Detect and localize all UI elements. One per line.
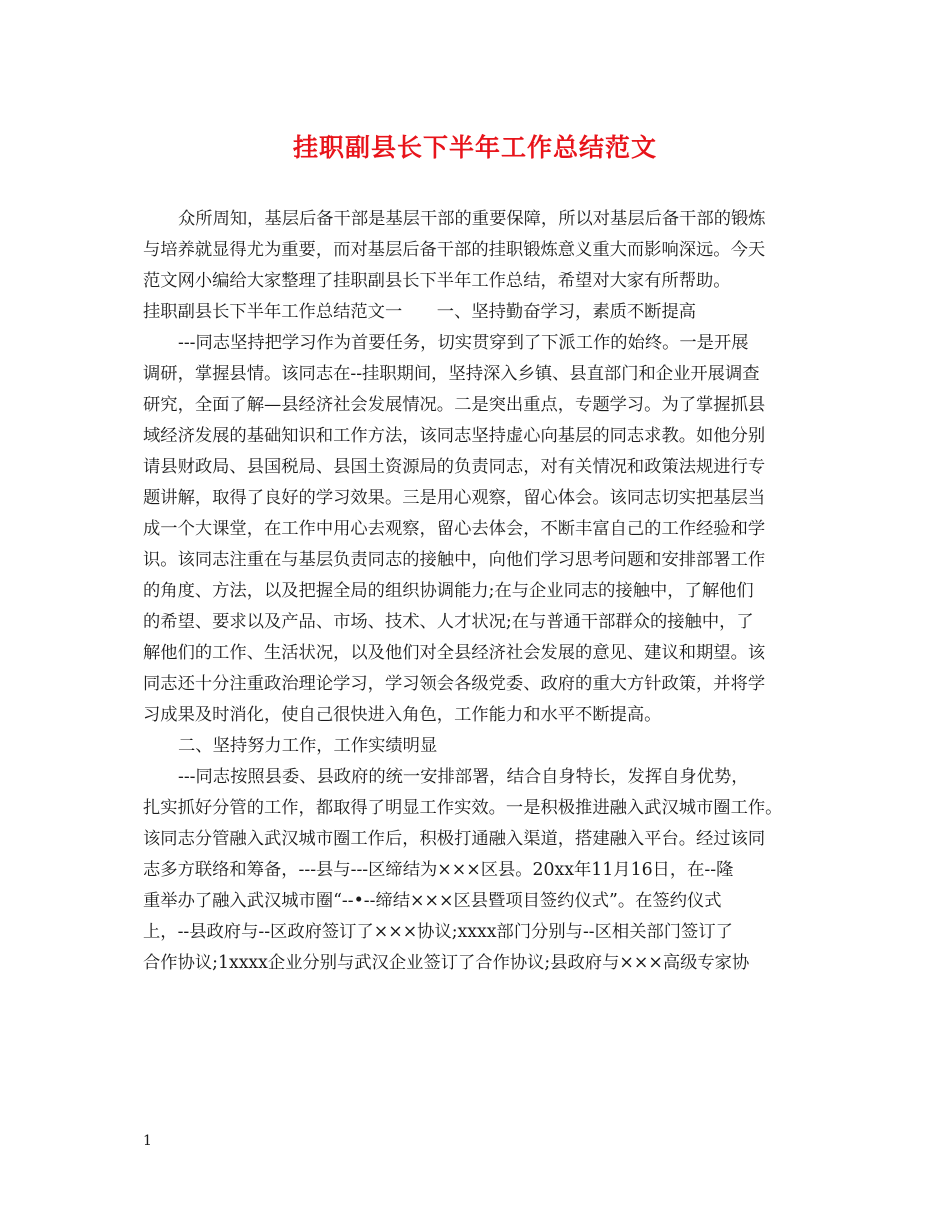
- text-line: 请县财政局、县国税局、县国土资源局的负责同志，对有关情况和政策法规进行专: [143, 457, 766, 477]
- text-line: 与培养就显得尤为重要，而对基层后备干部的挂职锻炼意义重大而影响深远。今天: [143, 240, 766, 260]
- text-line: 习成果及时消化，使自己很快进入角色，工作能力和水平不断提高。: [143, 705, 662, 725]
- text-line: 合作协议;1xxxx企业分别与武汉企业签订了合作协议;县政府与×××高级专家协: [143, 953, 750, 973]
- text-line: 同志还十分注重政治理论学习，学习领会各级党委、政府的重大方针政策，并将学: [143, 674, 766, 694]
- text-line: 重举办了融入武汉城市圈“--•--缔结×××区县暨项目签约仪式”。在签约仪式: [143, 891, 722, 911]
- text-line: 成一个大课堂，在工作中用心去观察，留心去体会，不断丰富自己的工作经验和学: [143, 519, 766, 539]
- text-line: 扎实抓好分管的工作，都取得了明显工作实效。一是积极推进融入武汉城市圈工作。: [143, 798, 783, 818]
- text-line: 识。该同志注重在与基层负责同志的接触中，向他们学习思考问题和安排部署工作: [143, 550, 766, 570]
- text-line: 挂职副县长下半年工作总结范文一 一、坚持勤奋学习，素质不断提高: [143, 302, 697, 322]
- text-line: 范文网小编给大家整理了挂职副县长下半年工作总结，希望对大家有所帮助。: [143, 271, 731, 291]
- text-line: 调研，掌握县情。该同志在--挂职期间，坚持深入乡镇、县直部门和企业开展调查: [143, 364, 760, 384]
- text-line: 的希望、要求以及产品、市场、技术、人才状况;在与普通干部群众的接触中，了: [143, 612, 754, 632]
- text-line: 上，--县政府与--区政府签订了×××协议;xxxx部门分别与--区相关部门签订了: [143, 922, 733, 942]
- document-title: 挂职副县长下半年工作总结范文: [292, 133, 657, 162]
- text-line: ---同志坚持把学习作为首要任务，切实贯穿到了下派工作的始终。一是开展: [178, 333, 749, 353]
- text-line: 研究，全面了解—县经济社会发展情况。二是突出重点，专题学习。为了掌握抓县: [143, 395, 766, 415]
- page-number: 1: [143, 1133, 152, 1149]
- text-line: 该同志分管融入武汉城市圈工作后，积极打通融入渠道，搭建融入平台。经过该同: [143, 829, 766, 849]
- text-line: 众所周知，基层后备干部是基层干部的重要保障，所以对基层后备干部的锻炼: [178, 209, 766, 229]
- text-line: 题讲解，取得了良好的学习效果。三是用心观察，留心体会。该同志切实把基层当: [143, 488, 766, 508]
- text-line: 域经济发展的基础知识和工作方法，该同志坚持虚心向基层的同志求教。如他分别: [143, 426, 766, 446]
- text-line: 二、坚持努力工作，工作实绩明显: [178, 736, 438, 756]
- document-body: [143, 204, 813, 979]
- text-line: ---同志按照县委、县政府的统一安排部署，结合自身特长，发挥自身优势，: [178, 767, 749, 787]
- text-line: 的角度、方法，以及把握全局的组织协调能力;在与企业同志的接触中，了解他们: [143, 581, 754, 601]
- text-line: 志多方联络和筹备，---县与---区缔结为×××区县。20xx年11月16日，在--隆: [143, 860, 734, 880]
- text-line: 解他们的工作、生活状况，以及他们对全县经济社会发展的意见、建议和期望。该: [143, 643, 766, 663]
